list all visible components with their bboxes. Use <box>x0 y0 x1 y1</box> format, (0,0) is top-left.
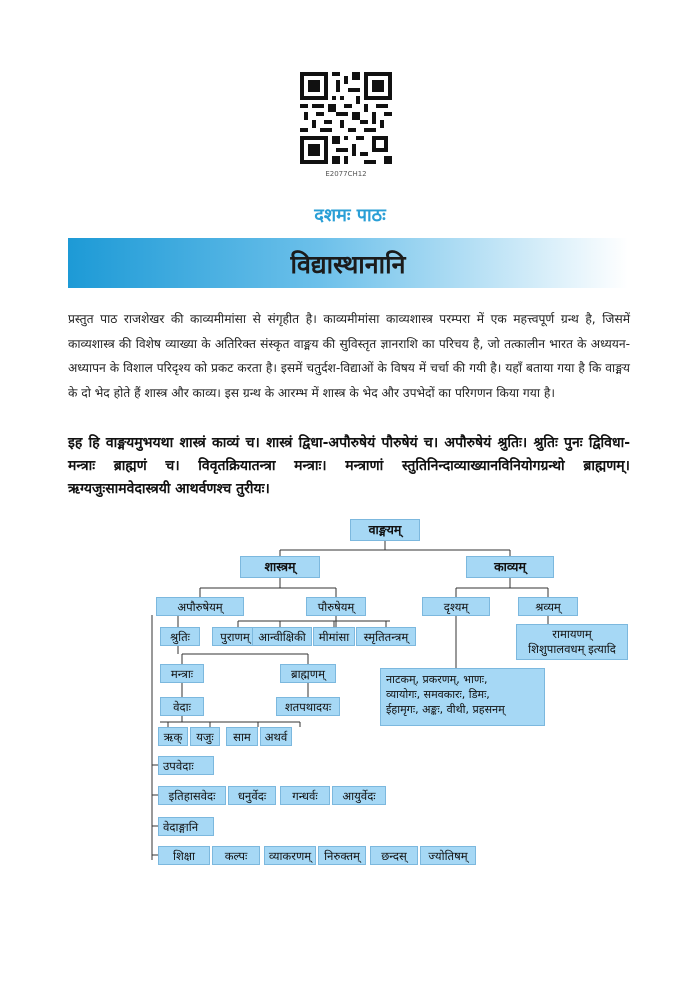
node-jyotisham: ज्योतिषम् <box>420 846 476 865</box>
node-rik: ऋक् <box>158 727 188 746</box>
node-shravyam: श्रव्यम् <box>518 597 578 616</box>
sanskrit-verse: इह हि वाङ्मयमुभयथा शास्त्रं काव्यं च। शास्त्रं द्विधा-अपौरुषेयं पौरुषेयं च। अपौरुषेयं श्रुतिः। श्रुतिः पुनः द्विविधा-मन्त्राः ब्राह्मणं च। विवृतक्रियातन्त्रा मन्त्राः। मन्त्राणां स्तुतिनिन्दाव्याख्यानविनियोगग्रन्थो ब्राह्मणम्। ऋग्यजुःसामवेदास्त्रयी आथर्वणश्च तुरीयः। <box>68 435 630 497</box>
node-atharva: अथर्व <box>260 727 292 746</box>
node-vyakaranam: व्याकरणम् <box>264 846 316 865</box>
node-gandharvah: गन्धर्वः <box>280 786 330 805</box>
node-vedangani: वेदाङ्गानि <box>158 817 214 836</box>
node-shrutih: श्रुतिः <box>160 627 200 646</box>
node-mantrah: मन्त्राः <box>160 664 204 683</box>
qr-code-label: E2077CH12 <box>325 170 367 178</box>
node-sama: साम <box>226 727 258 746</box>
node-brahmanam: ब्राह्मणम् <box>280 664 336 683</box>
node-shastram: शास्त्रम् <box>240 556 320 578</box>
node-yajuh: यजुः <box>190 727 220 746</box>
node-shravya-examples <box>516 624 628 660</box>
drishya-line-3: ईहामृगः, अङ्कः, वीथी, प्रहसनम् <box>386 703 505 716</box>
node-smrititantram: स्मृतितन्त्रम् <box>356 627 416 646</box>
node-drishyam: दृश्यम् <box>422 597 490 616</box>
node-shatapathadayah: शतपथादयः <box>276 697 340 716</box>
intro-paragraph: प्रस्तुत पाठ राजशेखर की काव्यमीमांसा से संगृहीत है। काव्यमीमांसा काव्यशास्त्र परम्परा में एक महत्त्वपूर्ण ग्रन्थ है, जिसमें काव्यशास्त्र की विशेष व्याख्या के अतिरिक्त संस्कृत वाङ्मय की सुविस्तृत ज्ञानराशि का परिचय है, जो तत्कालीन भारत के अध्ययन-अध्यापन के विशाल परिदृश्य को प्रकट करता है। इसमें चतुर्दश-विद्याओं के विषय में चर्चा की गयी है। यहाँ बताया गया है कि वाङ्मय के दो भेद होते हैं शास्त्र और काव्य। इस ग्रन्थ के आरम्भ में शास्त्र के भेद और उपभेदों का परिगणन किया गया है। <box>68 312 630 400</box>
node-vangmayam: वाङ्मयम् <box>350 519 420 541</box>
page-title: विद्यास्थानानि <box>290 250 406 279</box>
node-dhanurvedah: धनुर्वेदः <box>228 786 276 805</box>
node-shiksha: शिक्षा <box>158 846 210 865</box>
node-niruktam: निरुक्तम् <box>318 846 366 865</box>
node-kavyam: काव्यम् <box>466 556 554 578</box>
node-itihasavedah: इतिहासवेदः <box>158 786 226 805</box>
drishya-line-2: व्यायोगः, समवकारः, डिमः, <box>386 688 490 701</box>
shravya-line-1: रामायणम् <box>552 627 592 641</box>
node-chandas: छन्दस् <box>370 846 418 865</box>
node-vedah: वेदाः <box>160 697 204 716</box>
node-apaurusheyam: अपौरुषेयम् <box>156 597 244 616</box>
node-anvikshiki: आन्वीक्षिकी <box>252 627 312 646</box>
node-puranam: पुराणम् <box>212 627 258 646</box>
node-drishya-examples <box>380 668 545 726</box>
node-ayurvedah: आयुर्वेदः <box>332 786 386 805</box>
drishya-line-1: नाटकम्, प्रकरणम्, भाणः, <box>386 673 488 686</box>
node-kalpah: कल्पः <box>212 846 260 865</box>
shravya-line-2: शिशुपालवधम् इत्यादि <box>528 642 616 656</box>
node-mimamsa: मीमांसा <box>313 627 355 646</box>
node-upavedah: उपवेदाः <box>158 756 214 775</box>
lesson-number: दशमः पाठः <box>314 205 386 226</box>
node-paurusheyam: पौरुषेयम् <box>306 597 366 616</box>
